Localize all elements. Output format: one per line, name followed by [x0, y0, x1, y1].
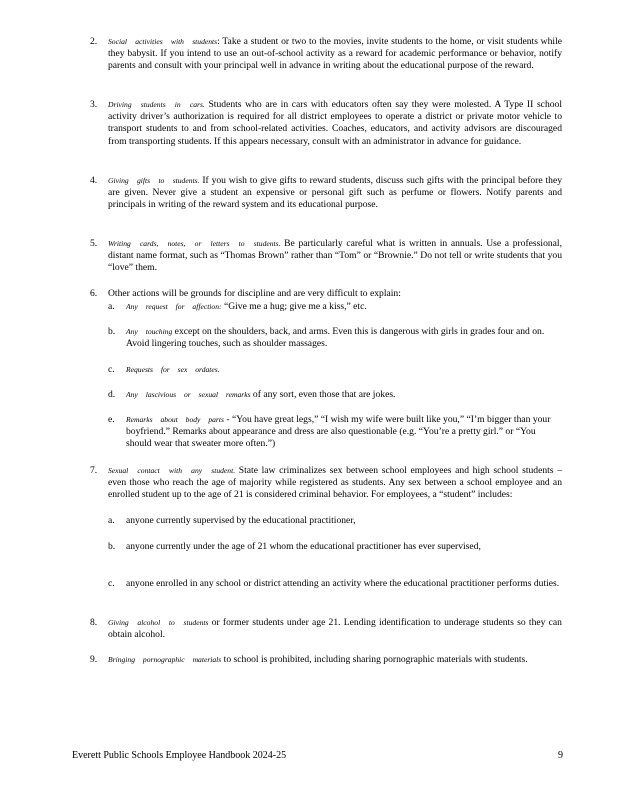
sub-item-6e [108, 414, 560, 451]
sub-item-letter: d. [108, 389, 116, 400]
item-number: 4. [90, 175, 98, 186]
item-text: State law criminalizes sex between school employees and high school students – even those who reach the age of majority while registered as students. Any sex between a school employee and an enrolled student up to the age of 21 is considered criminal behavior. For employees, a “student” includes: [108, 465, 562, 501]
item-lead: Social activities with students [108, 37, 218, 46]
item-number: 7. [90, 465, 98, 476]
item-lead: Giving alcohol to students [108, 618, 209, 627]
sub-item-text: of any sort, even those that are jokes. [250, 389, 396, 400]
sub-item-7c [108, 578, 560, 590]
item-text: to school is prohibited, including sharing pornographic materials with students. [221, 654, 528, 665]
item-number: 8. [90, 617, 98, 628]
sub-item-text: anyone currently under the age of 21 whom the educational practitioner has ever supervised, [126, 541, 481, 552]
sub-item-lead: Any request for affection: [126, 302, 222, 311]
list-item-8 [92, 617, 562, 641]
sub-item-letter: c. [108, 364, 115, 375]
item-text: If you wish to give gifts to reward students, discuss such gifts with the principal before they are given. Never give a student an expensive or personal gift such as perfume or flowers. Notify parents and principals in writing of the reward system and its educational purpose. [108, 175, 562, 211]
list-item-4 [92, 175, 562, 212]
sub-item-lead: Any lascivious or sexual remarks [126, 390, 251, 399]
item-lead: Bringing pornographic materials [108, 655, 222, 664]
item-lead: Giving gifts to students. [108, 176, 200, 185]
item-number: 3. [90, 99, 98, 110]
sub-item-letter: a. [108, 301, 115, 312]
sub-item-letter: e. [108, 414, 115, 425]
sub-item-lead: Remarks about body parts [126, 415, 224, 424]
page-number: 9 [558, 750, 563, 761]
sub-item-text: “Give me a hug; give me a kiss,” etc. [221, 301, 367, 312]
item-text: Students who are in cars with educators often say they were molested. A Type II school activity driver’s authorization is required for all district employees to operate a district or private motor vehicle to transport students to and from school-related activities. Coaches, educators, and activity advisors are discouraged from transporting students. If this appears necessary, consult with an administrator in advance for guidance. [108, 99, 562, 147]
item-text: : Take a student or two to the movies, invite students to the home, or visit students while they babysit. If you intend to use an out-of-school activity as a reward for academic performance or behavior, notify parents and consult with your principal well in advance in writing about the educational purpose of the reward. [108, 36, 563, 72]
sub-item-text: anyone currently supervised by the educational practitioner, [126, 515, 356, 526]
sub-item-7b [108, 541, 560, 553]
sub-item-text: anyone enrolled in any school or district attending an activity where the educational practitioner performs duties. [126, 578, 560, 589]
footer-title: Everett Public Schools Employee Handbook 2024-25 [72, 750, 287, 761]
sub-item-letter: c. [108, 578, 115, 589]
list-item-9 [92, 654, 562, 666]
item-lead: Sexual contact with any student. [108, 466, 236, 475]
sub-item-6c [108, 364, 560, 376]
list-item-3 [92, 99, 562, 148]
item-number: 5. [90, 238, 98, 249]
sub-item-text: - “You have great legs,” “I wish my wife were built like you,” “I’m bigger than your boyfriend.” Remarks about appearance and dress are also questionable (e.g. “You’re a pretty girl.” or “You should wear that sweater more often.”) [126, 414, 551, 450]
item-number: 6. [90, 288, 98, 299]
sub-item-letter: b. [108, 326, 116, 337]
sub-item-lead: Requests for sex ordates. [126, 365, 220, 374]
list-item-6 [92, 288, 562, 300]
item-lead: Driving students in cars. [108, 100, 205, 109]
list-item-5 [92, 238, 562, 275]
sub-item-7a [108, 515, 560, 527]
sub-item-lead: Any touching [126, 327, 173, 336]
list-item-2 [92, 36, 562, 73]
sub-item-6b [108, 326, 560, 350]
sub-item-letter: b. [108, 541, 116, 552]
sub-item-text: except on the shoulders, back, and arms. Even this is dangerous with girls in grades four and on. Avoid lingering touches, such as shoulder massages. [126, 326, 545, 350]
item-number: 2. [90, 36, 98, 47]
item-number: 9. [90, 654, 98, 665]
list-item-7 [92, 465, 562, 502]
item-text: or former students under age 21. Lending identification to underage students so they can obtain alcohol. [108, 617, 562, 641]
item-text: Be particularly careful what is written in annuals. Use a professional, distant name format, such as “Thomas Brown” rather than “Tom” or “Brownie.” Do not tell or write students that you “love” them. [108, 238, 562, 274]
sub-item-6d [108, 389, 560, 401]
item-text: Other actions will be grounds for discipline and are very difficult to explain: [108, 288, 401, 299]
item-lead: Writing cards, notes, or letters to students. [108, 239, 281, 248]
sub-item-6a [108, 301, 560, 313]
sub-item-letter: a. [108, 515, 115, 526]
